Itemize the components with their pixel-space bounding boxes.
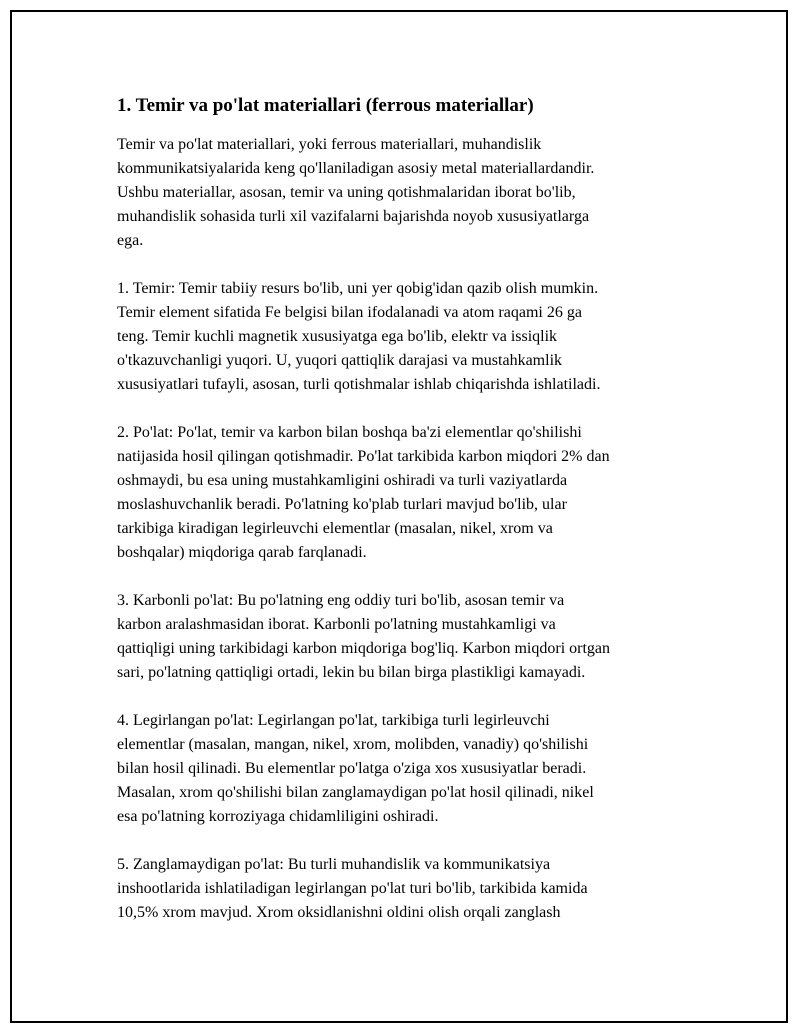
document-body xyxy=(117,93,697,949)
paragraph-intro: Temir va po'lat materiallari, yoki ferrous materiallari, muhandislik kommunikatsiyalarida keng qo'llaniladigan asosiy metal materiallardandir. Ushbu materiallar, asosan, temir va uning qotishmalaridan iborat bo'lib, muhandislik sohasida turli xil vazifalarni bajarishda noyob xususiyatlarga ega. xyxy=(117,136,595,249)
paragraph-legirlangan-polat: 4. Legirlangan po'lat: Legirlangan po'lat, tarkibiga turli legirleuvchi elementlar (masalan, mangan, nikel, xrom, molibden, vanadiy) qo'shilishi bilan hosil qilinadi. Bu elementlar po'latga o'ziga xos xususiyatlar beradi. Masalan, xrom qo'shilishi bilan zanglamaydigan po'lat hosil qilinadi, nikel esa po'latning korroziyaga chidamliligini oshiradi. xyxy=(117,712,594,825)
paragraph-temir: 1. Temir: Temir tabiiy resurs bo'lib, uni yer qobig'idan qazib olish mumkin. Temir element sifatida Fe belgisi bilan ifodalanadi va atom raqami 26 ga teng. Temir kuchli magnetik xususiyatga ega bo'lib, elektr va issiqlik o'tkazuvchanligi yuqori. U, yuqori qattiqlik darajasi va mustahkamlik xususiyatlari tufayli, asosan, turli qotishmalar ishlab chiqarishda ishlatiladi. xyxy=(117,280,601,393)
paragraph-polat: 2. Po'lat: Po'lat, temir va karbon bilan boshqa ba'zi elementlar qo'shilishi natijasida hosil qilingan qotishmadir. Po'lat tarkibida karbon miqdori 2% dan oshmaydi, bu esa uning mustahkamligini oshiradi va turli vaziyatlarda moslashuvchanlik beradi. Po'latning ko'plab turlari mavjud bo'lib, ular tarkibiga kiradigan legirleuvchi elementlar (masalan, nikel, xrom va boshqalar) miqdoriga qarab farqlanadi. xyxy=(117,424,610,561)
paragraph-karbonli-polat: 3. Karbonli po'lat: Bu po'latning eng oddiy turi bo'lib, asosan temir va karbon aralashmasidan iborat. Karbonli po'latning mustahkamligi va qattiqligi uning tarkibidagi karbon miqdoriga bog'liq. Karbon miqdori ortgan sari, po'latning qattiqligi ortadi, lekin bu bilan birga plastikligi kamayadi. xyxy=(117,592,611,681)
paragraph-zanglamaydigan-polat: 5. Zanglamaydigan po'lat: Bu turli muhandislik va kommunikatsiya inshootlarida ishlatiladigan legirlangan po'lat turi bo'lib, tarkibida kamida 10,5% xrom mavjud. Xrom oksidlanishni oldini olish orqali zanglash xyxy=(117,856,588,921)
page-title: 1. Temir va po'lat materiallari (ferrous materiallar) xyxy=(117,95,534,116)
